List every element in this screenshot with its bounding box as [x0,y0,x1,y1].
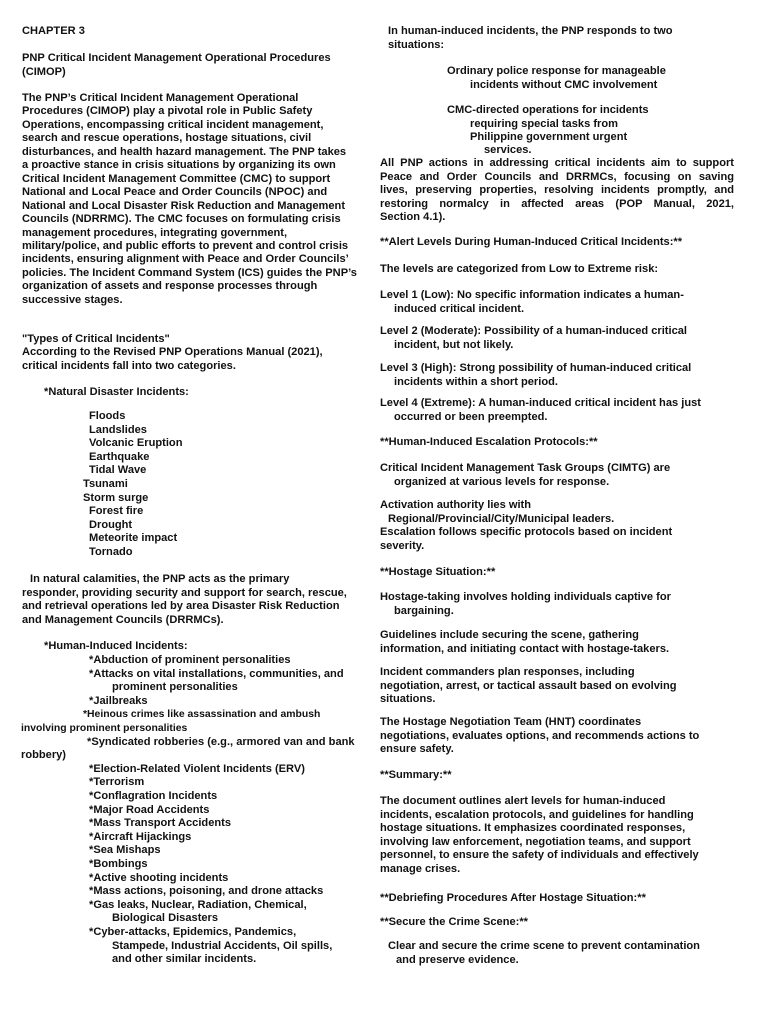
commanders-line: situations. [380,693,436,706]
summary-line: hostage situations. It emphasizes coordinated responses, [380,822,686,835]
level-2: Level 2 (Moderate): Possibility of a human-induced critical incident, but not likely. [380,325,687,351]
commanders-line: negotiation, arrest, or tactical assault based on evolving [380,679,677,692]
summary-heading: **Summary:** [380,769,452,781]
summary-line: manage crises. [380,863,461,875]
summary-line: personnel, to ensure the safety of individuals and effectively [380,849,699,862]
intro-line: military/police, and public efforts to prevent and control crisis [22,239,349,252]
human-incident-item: Stampede, Industrial Accidents, Oil spills, [112,939,333,952]
natural-item: Tidal Wave [89,464,147,477]
human-incident-item: *Conflagration Incidents [89,790,218,802]
calamity-line: responder, providing security and support for search, rescue, [22,586,347,599]
types-text-line2: critical incidents fall into two categories. [22,360,236,372]
human-incident-item: *Bombings [89,858,148,870]
intro-line: National and Local Peace and Order Councils (NPOC) and [22,186,328,199]
intro-line: disturbances, and health hazard management. The PNP takes [22,145,347,158]
guidelines-line: Guidelines include securing the scene, gathering [380,629,639,641]
hostage-definition: Hostage-taking involves holding individuals captive for bargaining. [380,591,671,617]
natural-item: Storm surge [83,491,149,504]
natural-item: Drought [89,518,133,531]
human-incident-item: *Heinous crimes like assassination and ambush [83,709,321,721]
natural-heading: *Natural Disaster Incidents: [44,386,189,398]
aim-line: Peace and Order Councils and DRRMCs, focusing on saving [380,170,734,183]
activation-text: Activation authority lies with [380,499,532,511]
human-incident-item: prominent personalities [112,681,238,694]
human-incident-item: *Mass Transport Accidents [89,817,232,830]
cmc-operations-line2: requiring special tasks from [470,118,618,130]
intro-line: National and Local Disaster Risk Reduction and Management [22,199,346,212]
document-title: PNP Critical Incident Management Operational Procedures [22,52,331,64]
intro-line: incidents, ensuring alignment with Peace and Order Councils’ [22,253,349,266]
human-incident-item: *Attacks on vital installations, communities, and [89,667,344,680]
human-incident-item: involving prominent personalities [21,723,188,734]
activation-text-line2: Regional/Provincial/City/Municipal leaders. [388,513,615,525]
hnt-line: ensure safety. [380,743,454,756]
respond-text: In human-induced incidents, the PNP responds to two [388,25,673,37]
natural-item: Landslides [89,423,147,436]
intro-line: Operations, encompassing critical incident management, [22,118,324,131]
types-text: According to the Revised PNP Operations Manual (2021), [22,346,323,358]
aim-line: restoring normalcy in affected areas (POP Manual, 2021, [380,197,734,210]
aim-line: lives, preserving properties, resolving incidents promptly, and [380,184,734,197]
human-incident-item: *Election-Related Violent Incidents (ERV) [89,762,305,775]
secure-text-line2: and preserve evidence. [396,954,519,966]
cimtg-text: Critical Incident Management Task Groups (CIMTG) are organized at various levels for response. [380,462,671,488]
intro-line: policies. The Incident Command System (ICS) guides the PNP’s [22,266,357,279]
escalation-text: Escalation follows specific protocols based on incident [380,526,673,538]
natural-item: Tornado [89,546,133,558]
cmc-operations-line3: Philippine government urgent [470,131,628,143]
human-heading: *Human-Induced Incidents: [44,640,188,652]
human-incident-item: and other similar incidents. [112,953,257,966]
intro-line: organization of assets and response processes through [22,280,318,293]
intro-line: Councils (NDRRMC). The CMC focuses on formulating crisis [22,213,341,226]
calamity-line: and Management Councils (DRRMCs). [22,613,224,626]
chapter-label: CHAPTER 3 [22,25,85,37]
levels-intro: The levels are categorized from Low to Extreme risk: [380,263,659,275]
commanders-line: Incident commanders plan responses, including [380,666,635,678]
human-incident-item: *Sea Mishaps [89,844,161,857]
human-incident-item: *Syndicated robberies (e.g., armored van and bank [87,735,355,748]
summary-line: involving law enforcement, negotiation teams, and support [380,835,691,848]
ordinary-response-line2: incidents without CMC involvement [470,79,658,91]
secure-heading: **Secure the Crime Scene:** [380,916,528,928]
summary-line: The document outlines alert levels for human-induced [380,795,666,807]
human-incident-item: *Abduction of prominent personalities [89,654,291,666]
hnt-line: The Hostage Negotiation Team (HNT) coordinates [380,716,642,728]
ordinary-response: Ordinary police response for manageable [447,65,666,77]
escalation-text-line2: severity. [380,540,425,552]
hostage-heading: **Hostage Situation:** [380,566,496,578]
natural-item: Volcanic Eruption [89,437,183,450]
intro-line: The PNP’s Critical Incident Management Operational [22,92,299,104]
human-incident-item: *Cyber-attacks, Epidemics, Pandemics, [89,926,297,938]
intro-line: Critical Incident Management Committee (CMC) to support [22,172,331,185]
human-incident-item: robbery) [21,749,66,762]
intro-line: successive stages. [22,293,123,306]
respond-text-line2: situations: [388,39,445,51]
natural-item: Floods [89,410,126,422]
alert-levels-heading: **Alert Levels During Human-Induced Critical Incidents:** [380,236,683,248]
human-incident-item: *Jailbreaks [89,694,148,707]
aim-line: Section 4.1). [380,211,446,224]
calamity-line: and retrieval operations led by area Disaster Risk Reduction [22,600,340,613]
hnt-line: negotiations, evaluates options, and recommends actions to [380,729,700,742]
debrief-heading: **Debriefing Procedures After Hostage Situation:** [380,892,646,904]
human-incident-item: Biological Disasters [112,912,219,925]
level-3: Level 3 (High): Strong possibility of human-induced critical incidents within a short period. [380,362,692,388]
human-incident-item: *Terrorism [89,776,145,789]
intro-line: search and rescue operations, hostage situations, civil [22,132,312,145]
intro-line: Procedures (CIMOP) play a pivotal role in Public Safety [22,105,313,118]
human-incident-item: *Gas leaks, Nuclear, Radiation, Chemical, [89,898,307,911]
escalation-heading: **Human-Induced Escalation Protocols:** [380,436,598,448]
natural-item: Tsunami [83,478,128,490]
guidelines-line: information, and initiating contact with hostage-takers. [380,642,670,655]
document-title-line2: (CIMOP) [22,66,66,78]
natural-item: Meteorite impact [89,532,178,545]
intro-line: management procedures, integrating government, [22,226,288,239]
types-heading: "Types of Critical Incidents" [22,333,170,345]
intro-line: a proactive stance in crisis situations by organizing its own [22,159,336,172]
calamity-line: In natural calamities, the PNP acts as the primary [30,573,290,585]
human-incident-item: *Active shooting incidents [89,871,229,884]
level-1: Level 1 (Low): No specific information indicates a human-induced critical incident. [380,289,684,315]
cmc-operations: CMC-directed operations for incidents [447,104,649,116]
human-incident-item: *Mass actions, poisoning, and drone attacks [89,885,324,898]
aim-line: All PNP actions in addressing critical incidents aim to support [380,157,734,169]
human-incident-item: *Aircraft Hijackings [89,830,192,843]
summary-line: incidents, escalation protocols, and guidelines for handling [380,808,694,821]
human-incident-item: *Major Road Accidents [89,803,210,816]
secure-text: Clear and secure the crime scene to prevent contamination [388,940,700,952]
cmc-operations-line4: services. [484,144,532,156]
natural-item: Earthquake [89,450,150,463]
level-4: Level 4 (Extreme): A human-induced critical incident has just occurred or been preempted. [380,397,701,423]
natural-item: Forest fire [89,505,144,518]
